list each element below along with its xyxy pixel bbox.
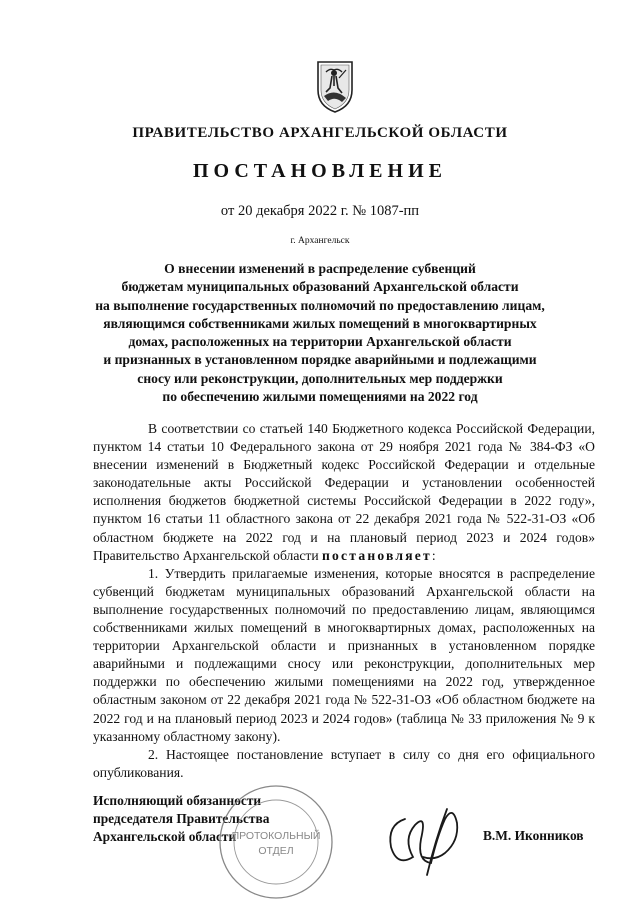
government-name: ПРАВИТЕЛЬСТВО АРХАНГЕЛЬСКОЙ ОБЛАСТИ [132,125,508,141]
item-1-paragraph: 1. Утвердить прилагаемые изменения, которые вносятся в распределение субвенций бюджетам муниципальных образований Архангельской области на выполнение государственных полномочий по предоставлению лицам, являющимся собственниками жилых помещений в многоквартирных домах, расположенных на территории Архангельской области и признанных в установленном порядке аварийными и подлежащими сносу или реконструкции, дополнительных мер поддержки по обеспечению жилыми помещениями на 2022 год, утвержденное областным законом от 22 декабря 2021 года № 522-31-ОЗ «Об областном бюджете на 2022 год и на плановый период 2023 и 2024 годов» (таблица № 33 приложения № 9 к указанному областному закону). [93,565,595,744]
city-name: г. Архангельск [290,236,350,246]
title-line: и признанных в установленном порядке аварийными и подлежащими [103,352,537,368]
position-line: Исполняющий обязанности [93,793,262,808]
title-line: являющимся собственниками жилых помещений в многоквартирных [103,315,537,331]
document-type: ПОСТАНОВЛЕНИЕ [193,160,447,182]
official-stamp [216,782,336,902]
title-line: домах, расположенных на территории Архангельской области [128,334,512,350]
title-line: на выполнение государственных полномочий по предоставлению лицам, [95,297,545,313]
decree-title [60,260,580,406]
title-line: сносу или реконструкции, дополнительных мер поддержки [137,370,503,386]
decree-body [93,420,595,782]
position-line: председателя Правительства [93,811,270,827]
item-2-paragraph: 2. Настоящее постановление вступает в силу со дня его официального опубликования. [93,746,595,780]
handwritten-signature [375,797,475,877]
preamble-paragraph [93,420,595,565]
title-line: по обеспечению жилыми помещениями на 2022 год [162,389,478,405]
stamp-text-line1: ПРОТОКОЛЬНЫЙ [231,830,321,842]
title-line: бюджетам муниципальных образований Архангельской области [121,279,519,295]
title-line: О внесении изменений в распределение субвенций [164,261,476,276]
resolves-colon: : [431,547,436,563]
decree-date-number: от 20 декабря 2022 г. № 1087-пп [220,203,420,219]
resolves-word: постановляет [322,547,432,563]
signatory-name: В.М. Иконников [483,828,584,843]
preamble-text: В соответствии со статьей 140 Бюджетного кодекса Российской Федерации, пунктом 14 статьи 10 Федерального закона от 29 ноября 2021 года № 384-ФЗ «О внесении изменений в Бюджетный кодекс Российской Федерации и отдельные законодательные акты Российской Федерации и установлении особенностей исполнения бюджетов бюджетной системы Российской Федерации в 2022 году», пунктом 16 статьи 11 областного закона от 22 декабря 2021 года № 522-31-ОЗ «Об областном бюджете на 2022 год и на плановый период 2023 и 2024 годов» Правительство Архангельской области [93,421,595,563]
coat-of-arms-emblem [312,58,358,114]
position-line: Архангельской области [93,829,237,845]
stamp-text-line2: ОТДЕЛ [258,845,294,857]
